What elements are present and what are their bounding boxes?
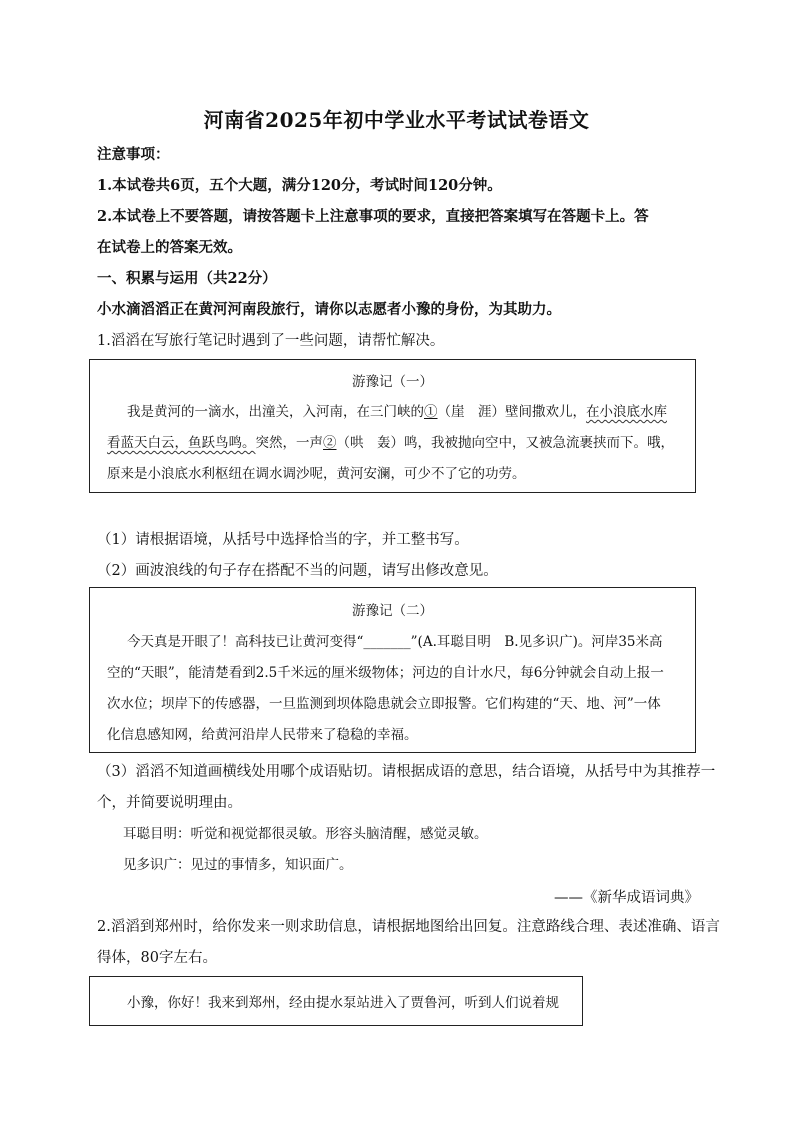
- wavy-underlined-sentence: 在小浪底水库: [586, 404, 667, 420]
- page-title: 河南省2025年初中学业水平考试试卷语文: [203, 108, 590, 132]
- wavy-underlined-sentence: 看蓝天白云，鱼跃鸟鸣。: [107, 435, 256, 451]
- text-span: （崖 涯）壁间撒欢儿，: [437, 404, 586, 420]
- text-span: （哄 轰）鸣，我被抛向空中，又被急流裹挟而下。哦，: [336, 435, 674, 451]
- section-1-heading: 一、积累与运用（共22分）: [97, 270, 277, 287]
- notice-item-1: 1.本试卷共6页，五个大题，满分120分，考试时间120分钟。: [97, 177, 502, 194]
- question-1-sub-3-line-1: （3）滔滔不知道画横线处用哪个成语贴切。请根据成语的意思，结合语境，从括号中为其推荐一: [97, 764, 716, 780]
- travel-note-1-line-1: [127, 400, 667, 420]
- question-1-sub-3-line-2: 个，并简要说明理由。: [97, 795, 242, 811]
- travel-note-2-line-2: 空的“天眼”，能清楚看到2.5千米远的厘米级物体；河边的自计水尺，每6分钟就会自动上报一: [107, 665, 664, 681]
- question-2-line-2: 得体，80字左右。: [97, 950, 217, 966]
- travel-note-2-line-4: 化信息感知网，给黄河沿岸人民带来了稳稳的幸福。: [107, 727, 418, 743]
- blank-2-marker: ②: [323, 435, 337, 451]
- text-span: 我是黄河的一滴水，出潼关，入河南，在三门峡的: [127, 404, 424, 420]
- dictionary-source: ——《新华成语词典》: [554, 890, 699, 906]
- question-1-prompt: 1.滔滔在写旅行笔记时遇到了一些问题，请帮忙解决。: [97, 333, 445, 349]
- idiom-definition-1: 耳聪目明：听觉和视觉都很灵敏。形容头脑清醒，感觉灵敏。: [123, 826, 488, 842]
- help-message-text: 小豫，你好！我来到郑州，经由提水泵站进入了贾鲁河，听到人们说着规: [127, 995, 559, 1011]
- notice-item-2-line-1: 2.本试卷上不要答题，请按答题卡上注意事项的要求，直接把答案填写在答题卡上。答: [97, 208, 649, 225]
- help-message-box: [89, 976, 583, 1026]
- notice-heading: 注意事项：: [97, 146, 170, 163]
- question-1-sub-1: （1）请根据语境，从括号中选择恰当的字，并工整书写。: [97, 532, 469, 548]
- section-1-intro: 小水滴滔滔正在黄河河南段旅行，请你以志愿者小豫的身份，为其助力。: [97, 301, 561, 318]
- blank-1-marker: ①: [424, 404, 438, 420]
- idiom-definition-2: 见多识广：见过的事情多，知识面广。: [123, 857, 353, 873]
- text-span: 突然，一声: [255, 435, 323, 451]
- question-1-sub-2: （2）画波浪线的句子存在搭配不当的问题，请写出修改意见。: [97, 563, 498, 579]
- travel-note-1-line-3: 原来是小浪底水利枢纽在调水调沙呢，黄河安澜，可少不了它的功劳。: [107, 466, 526, 482]
- travel-note-box-1: [89, 359, 696, 493]
- travel-note-2-line-3: 次水位；坝岸下的传感器，一旦监测到坝体隐患就会立即报警。它们构建的“天、地、河”一体: [107, 696, 661, 712]
- travel-note-1-caption: 游豫记（一）: [352, 374, 433, 390]
- notice-item-2-line-2: 在试卷上的答案无效。: [97, 239, 242, 256]
- travel-note-2-caption: 游豫记（二）: [352, 603, 433, 619]
- travel-note-box-2: [89, 587, 696, 753]
- travel-note-2-line-1: 今天真是开眼了！高科技已让黄河变得“_______”(A.耳聪目明 B.见多识广)。河岸35米高: [127, 634, 663, 650]
- question-2-line-1: 2.滔滔到郑州时，给你发来一则求助信息，请根据地图给出回复。注意路线合理、表述准确、语言: [97, 919, 720, 935]
- travel-note-1-line-2: [107, 431, 674, 451]
